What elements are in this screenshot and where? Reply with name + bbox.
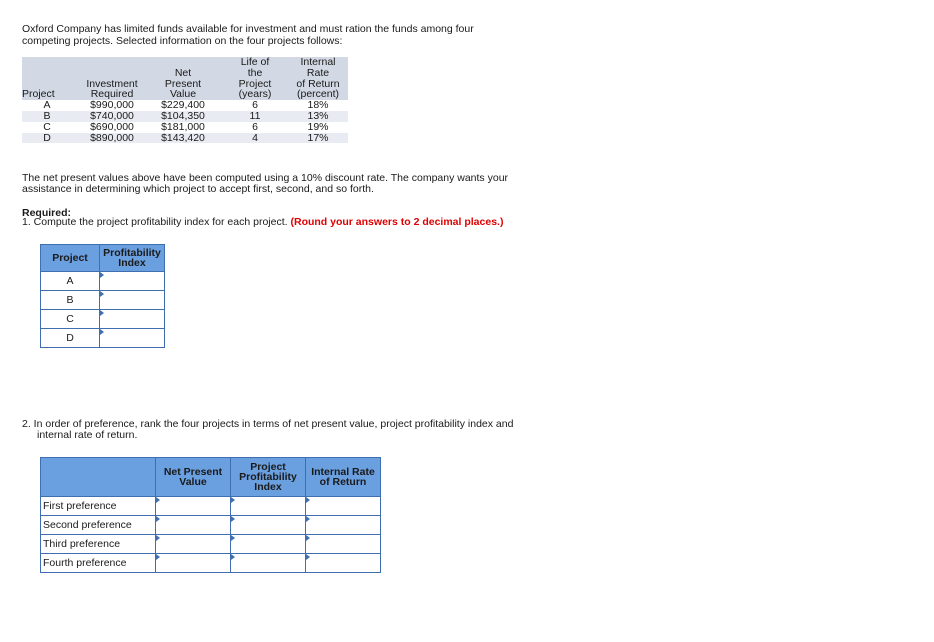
table-row <box>41 535 381 554</box>
row-label-a: A <box>41 272 100 291</box>
header-project: Project <box>22 57 72 100</box>
row-label-second: Second preference <box>41 516 156 535</box>
table-row <box>41 516 381 535</box>
question-2 <box>22 419 513 441</box>
rank-irr-fourth-field[interactable] <box>306 554 380 572</box>
row-label-d: D <box>41 329 100 348</box>
rank-ppi-third[interactable] <box>231 535 306 554</box>
table-row <box>41 310 165 329</box>
pi-input-d[interactable] <box>100 329 165 348</box>
row-label-c: C <box>41 310 100 329</box>
rank-irr-first[interactable] <box>306 497 381 516</box>
pi-field-b[interactable] <box>100 291 164 309</box>
rank-irr-second-field[interactable] <box>306 516 380 534</box>
rank-npv-second[interactable] <box>156 516 231 535</box>
rounding-note: (Round your answers to 2 decimal places.) <box>290 216 504 228</box>
table-row <box>41 554 381 573</box>
discount-rate-paragraph <box>22 173 508 195</box>
rank-irr-fourth[interactable] <box>306 554 381 573</box>
pi-field-a[interactable] <box>100 272 164 290</box>
cell-npv: $143,420 <box>152 133 214 144</box>
cell-life: 6 <box>222 100 288 111</box>
table-row <box>41 497 381 516</box>
intro-line-1: Oxford Company has limited funds available for investment and must ration the funds among four <box>22 23 474 35</box>
rank-ppi-first[interactable] <box>231 497 306 516</box>
header-life: Life of the Project (years) <box>222 57 288 100</box>
row-label-b: B <box>41 291 100 310</box>
cell-life: 6 <box>222 122 288 133</box>
rank-irr-second[interactable] <box>306 516 381 535</box>
header-ppi: Project Profitability Index <box>231 458 306 497</box>
cell-irr: 18% <box>288 100 348 111</box>
cell-investment: $990,000 <box>72 100 152 111</box>
header-investment: Investment Required <box>72 57 152 100</box>
question-2-line-2: internal rate of return. <box>37 429 138 441</box>
rank-npv-third-field[interactable] <box>156 535 230 553</box>
intro-line-2: competing projects. Selected information on the four projects follows: <box>22 35 343 47</box>
cell-npv: $104,350 <box>152 111 214 122</box>
cell-investment: $740,000 <box>72 111 152 122</box>
rank-ppi-first-field[interactable] <box>231 497 305 515</box>
rank-irr-first-field[interactable] <box>306 497 380 515</box>
table-row <box>22 133 348 144</box>
pi-input-b[interactable] <box>100 291 165 310</box>
pi-input-c[interactable] <box>100 310 165 329</box>
rank-ppi-fourth-field[interactable] <box>231 554 305 572</box>
pi-input-a[interactable] <box>100 272 165 291</box>
rank-ppi-second[interactable] <box>231 516 306 535</box>
header-project: Project <box>41 245 100 272</box>
cell-npv: $181,000 <box>152 122 214 133</box>
cell-project: C <box>22 122 72 133</box>
header-irr: Internal Rate of Return <box>306 458 381 497</box>
header-npv: Net Present Value <box>156 458 231 497</box>
cell-npv: $229,400 <box>152 100 214 111</box>
rank-irr-third-field[interactable] <box>306 535 380 553</box>
cell-project: D <box>22 133 72 144</box>
pi-field-d[interactable] <box>100 329 164 347</box>
table-row <box>22 122 348 133</box>
cell-life: 4 <box>222 133 288 144</box>
rank-irr-third[interactable] <box>306 535 381 554</box>
header-npv: Net Present Value <box>152 57 214 100</box>
cell-investment: $890,000 <box>72 133 152 144</box>
question-1 <box>22 216 503 228</box>
rank-npv-second-field[interactable] <box>156 516 230 534</box>
profitability-index-table <box>40 244 165 348</box>
cell-project: A <box>22 100 72 111</box>
cell-project: B <box>22 111 72 122</box>
question-2-line-1: 2. In order of preference, rank the four projects in terms of net present value, project profitability index and <box>22 418 514 430</box>
cell-irr: 17% <box>288 133 348 144</box>
header-irr: Internal Rate of Return (percent) <box>288 57 348 100</box>
rank-ppi-third-field[interactable] <box>231 535 305 553</box>
rank-npv-fourth[interactable] <box>156 554 231 573</box>
rank-ppi-second-field[interactable] <box>231 516 305 534</box>
header-blank <box>41 458 156 497</box>
question-1-text: 1. Compute the project profitability index for each project. <box>22 216 291 228</box>
rank-npv-fourth-field[interactable] <box>156 554 230 572</box>
required-heading: Required: <box>22 207 72 219</box>
row-label-third: Third preference <box>41 535 156 554</box>
pi-field-c[interactable] <box>100 310 164 328</box>
rank-ppi-fourth[interactable] <box>231 554 306 573</box>
table-row <box>41 329 165 348</box>
intro-text <box>22 23 542 47</box>
table-row <box>41 272 165 291</box>
ranking-table <box>40 457 381 573</box>
cell-investment: $690,000 <box>72 122 152 133</box>
rank-npv-third[interactable] <box>156 535 231 554</box>
rank-npv-first-field[interactable] <box>156 497 230 515</box>
cell-irr: 19% <box>288 122 348 133</box>
rank-npv-first[interactable] <box>156 497 231 516</box>
cell-irr: 13% <box>288 111 348 122</box>
para2-line-2: assistance in determining which project to accept first, second, and so forth. <box>22 183 374 195</box>
header-profitability-index: Profitability Index <box>100 245 165 272</box>
para2-line-1: The net present values above have been computed using a 10% discount rate. The company wants your <box>22 172 509 184</box>
project-info-table <box>22 57 348 143</box>
table-row <box>41 291 165 310</box>
cell-life: 11 <box>222 111 288 122</box>
row-label-fourth: Fourth preference <box>41 554 156 573</box>
row-label-first: First preference <box>41 497 156 516</box>
